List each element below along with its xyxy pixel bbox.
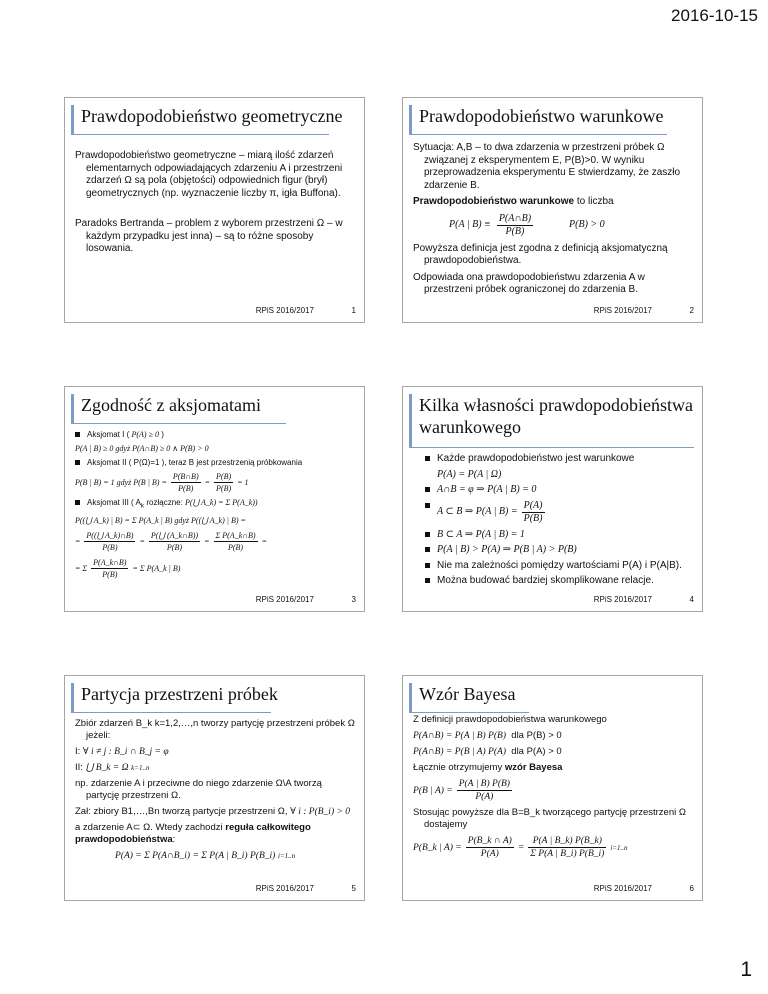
slide-body: [413, 142, 694, 301]
bayes-partition-formula: P(B_k | A) = $\frac{P(B\_k \cap A)}{P(A)}$ = $\frac{P(A | B\_k) P(B\_k)}{\text{Σ P(A | B\_i) P(B\_i)}}$ i=1..n: [413, 836, 628, 859]
paragraph: Powyższa definicja jest zgodna z definicją aksjomatyczną prawdopodobieństwa.: [413, 242, 668, 266]
definition-text: to liczba: [574, 196, 614, 207]
slide-number: 1: [351, 306, 356, 315]
axiom-3-formula: P((⋃ A_k) | B) = Σ P(A_k | B) gdyż P((⋃ A_k) | B) =: [75, 515, 246, 525]
slide-title: Prawdopodobieństwo geometryczne: [81, 106, 343, 126]
footer-label: RPiS 2016/2017: [255, 306, 314, 315]
title-underline: [409, 447, 694, 448]
conditional-formula: [449, 213, 694, 239]
definition-line: [413, 196, 694, 209]
denominator: P(B): [178, 484, 194, 493]
bayes-intro: [413, 762, 694, 774]
formula: P(A) = Σ P(A∩B_i) = Σ P(A | B_i) P(B_i): [115, 851, 276, 861]
definition-term: Prawdopodobieństwo warunkowe: [413, 196, 575, 207]
formula: P(A∩B) = P(B | A) P(A): [413, 747, 506, 757]
formula-lhs: P(B_k | A) =: [413, 842, 462, 853]
axiom-formula: P(A) ≥ 0: [131, 430, 159, 439]
numerator: P(A_k∩B): [93, 557, 127, 567]
slide-2: [402, 97, 703, 323]
condition-formula: ∀ i ≠ j : B_i ∩ B_j = φ: [82, 747, 169, 757]
bayes-formula: [413, 778, 694, 803]
property-item: Nie ma zależności pomiędzy wartościami P(A) i P(A|B).: [425, 560, 694, 573]
footer-label: RPiS 2016/2017: [593, 306, 652, 315]
denominator: P(B): [216, 484, 232, 493]
axiom-label-rest: rozłączne:: [144, 498, 183, 507]
formula-fraction: [214, 530, 258, 553]
footer-label: RPiS 2016/2017: [255, 595, 314, 604]
formula-sum: = Σ: [75, 563, 88, 573]
formula-lhs: P(A | B) ≡: [449, 219, 491, 231]
denominator: P(B): [523, 513, 543, 524]
axiom-1-formula: P(A | B) ≥ 0 gdyż P(A∩B) ≥ 0 ∧ P(B) > 0: [75, 444, 209, 453]
title-underline: [409, 712, 529, 713]
paragraph: Zbiór zdarzeń B_k k=1,2,…,n tworzy partycję przestrzeni próbek Ω jeżeli:: [75, 718, 355, 741]
property-formula: B ⊂ A ⇒ P(A | B) = 1: [425, 529, 694, 542]
denominator: P(B): [227, 542, 244, 552]
formula-fraction: [149, 530, 200, 553]
denominator: P(B): [102, 569, 118, 579]
formula-limits: i=1..n: [277, 852, 296, 860]
property-formula: A∩B = φ ⇒ P(A | B) = 0: [425, 484, 694, 497]
assumption-formula: ∀ i : P(B_i) > 0: [290, 807, 351, 817]
rule-line: [75, 822, 356, 846]
header-date: 2016-10-15: [671, 6, 758, 25]
assumption-text: Zał: zbiory B1,…,Bn tworzą partycje przestrzeni Ω,: [75, 806, 288, 817]
numerator: P((⋃ A_k)∩B): [86, 530, 134, 540]
property-formula: [425, 500, 694, 526]
numerator: P(⋃ (A_k∩B)): [150, 530, 199, 540]
paragraph: Stosując powyższe dla B=B_k tworzącego partycję przestrzeni Ω dostajemy: [413, 807, 686, 830]
axiom-1: [75, 429, 356, 440]
rule-text: a zdarzenie A⊂ Ω. Wtedy zachodzi: [75, 822, 226, 833]
footer-label: RPiS 2016/2017: [593, 595, 652, 604]
slide-body: [75, 718, 356, 866]
denominator: P(A): [480, 849, 499, 859]
formula: P(A∩B) = P(A | B) P(B): [413, 731, 506, 741]
axiom-3: [75, 497, 356, 512]
formula-end: = 1: [237, 478, 249, 487]
slide-6: [402, 675, 703, 901]
total-probability-formula: [115, 850, 356, 862]
numerator: P(B): [216, 472, 232, 481]
axiom-formula: P(⋃ A_k) = Σ P(A_k)): [185, 498, 258, 507]
assumption: [75, 806, 356, 818]
condition-label: I:: [75, 746, 81, 757]
slide-title: Kilka własności prawdopodobieństwa warunkowego: [419, 395, 693, 437]
formula-fraction: [171, 471, 201, 494]
numerator: P(A | B) P(B): [458, 779, 510, 789]
slide-title: Partycja przestrzeni próbek: [81, 684, 278, 704]
partition-condition-2: [75, 762, 356, 774]
condition-formula: ⋃ B_k = Ω: [85, 763, 129, 773]
slide-3: [64, 386, 365, 612]
formula-fraction: [84, 530, 135, 553]
numerator: P(A): [522, 500, 545, 514]
denominator: Σ P(A | B_i) P(B_i): [530, 849, 605, 859]
property-formula: P(A | B) > P(A) ⇒ P(B | A) > P(B): [425, 544, 694, 557]
slide-title: Zgodność z aksjomatami: [81, 395, 261, 415]
formula-condition: dla P(B) > 0: [511, 730, 562, 741]
numerator: P(B_k ∩ A): [467, 836, 512, 846]
axiom-2-formula: P(B | B) = 1 gdyż P(B | B) = $\frac{P(B\cap B)}{P(B)}$ = $\frac{P(B)}{P(B)}$ = 1: [75, 472, 249, 493]
slide-1: [64, 97, 365, 323]
numerator: P(B∩B): [172, 472, 199, 481]
formula-lhs: P(B | B) = 1 gdyż P(B | B) =: [75, 478, 167, 487]
slide-4: [402, 386, 703, 612]
slide-title: Wzór Bayesa: [419, 684, 516, 704]
denominator: P(B): [102, 542, 118, 552]
formula-fraction: [522, 500, 545, 526]
formula-fraction: [214, 471, 233, 494]
slide-title: Prawdopodobieństwo warunkowe: [419, 106, 664, 126]
denominator: P(A): [475, 792, 494, 802]
slide-number: 3: [351, 595, 356, 604]
condition-limits: k=1..n: [131, 764, 150, 772]
page-number: 1: [740, 958, 752, 981]
axiom-label: Aksjomat III ( A: [87, 498, 141, 507]
formula-fraction: [457, 778, 512, 803]
footer-label: RPiS 2016/2017: [593, 884, 652, 893]
bayes-intro-text: Łącznie otrzymujemy: [413, 762, 505, 773]
title-underline: [71, 134, 329, 135]
denominator: P(B): [166, 542, 183, 552]
bayes-term: wzór Bayesa: [504, 762, 563, 773]
numerator: P(A | B_k) P(B_k): [528, 835, 606, 848]
formula-fraction: [466, 835, 514, 860]
rule-end: :: [172, 834, 176, 845]
formula-end: = Σ P(A_k | B): [132, 563, 181, 573]
partition-condition-1: [75, 746, 356, 758]
axiom-close: ): [161, 430, 164, 439]
paragraph: Paradoks Bertranda – problem z wyborem przestrzeni Ω – w każdym przypadku jest inna) – są to różne sposoby losowania.: [75, 218, 343, 254]
denominator: P(B): [505, 226, 525, 237]
property-item: Można budować bardziej skomplikowane relacje.: [425, 575, 694, 588]
slide-number: 6: [689, 884, 694, 893]
formula-condition: P(B) > 0: [569, 219, 605, 231]
slide-5: [64, 675, 365, 901]
formula-fraction: [91, 557, 128, 580]
slide-number: 5: [351, 884, 356, 893]
formula-lhs: P(B | A) =: [413, 785, 453, 796]
product-rule-1: [413, 730, 694, 742]
numerator: Σ P(A_k∩B): [215, 530, 256, 540]
property-formula: P(A) = P(A | Ω): [437, 468, 502, 480]
axiom-2: Aksjomat II ( P(Ω)=1 ), teraz B jest przestrzenią próbkowania: [75, 457, 356, 468]
title-underline: [71, 712, 271, 713]
formula-fraction: [528, 835, 606, 860]
slide-number: 4: [689, 595, 694, 604]
paragraph: Z definicji prawdopodobieństwa warunkowego: [413, 714, 607, 725]
footer-label: RPiS 2016/2017: [255, 884, 314, 893]
slide-body: [75, 429, 356, 580]
slide-body: [75, 150, 356, 260]
axiom-3-result: [75, 557, 356, 580]
paragraph: Sytuacja: A,B – to dwa zdarzenia w przestrzeni próbek Ω związanej z eksperymentem E, P(B)>0. W wyniku przeprowadzenia eksperymentu E stwierdzamy, że zaszło zdarzenie B.: [413, 142, 681, 191]
slide-number: 2: [689, 306, 694, 315]
slide-body: [413, 714, 694, 860]
formula-limits: i=1..n: [610, 843, 628, 852]
formula-fraction: [497, 213, 533, 239]
paragraph: Prawdopodobieństwo geometryczne – miarą ilość zdarzeń elementarnych odpowiadających zdarzeniu A i przestrzeni zdarzeń Ω są pola (objętości) odpowiednich figur (brył) geometrycznych (np. wyznaczenie liczby π, igła Buffona).: [75, 150, 343, 199]
title-underline: [409, 134, 667, 135]
axiom-label: Aksjomat I (: [87, 430, 130, 439]
rule-term: reguła całkowitego prawdopodobieństwa: [75, 822, 311, 845]
paragraph: np. zdarzenie A i przeciwne do niego zdarzenie Ω\A tworzą partycję przestrzeni Ω.: [75, 778, 322, 801]
axiom-subscript: k: [140, 502, 145, 510]
axiom-3-derivation: = $\frac{P((⋃ A\_k)\cap B)}{P(B)}$ = $\frac{P(⋃ (A\_k\cap B))}{P(B)}$ = $\frac{\text{Σ P(A\_k∩B)}}{P(B)}$ =: [75, 530, 267, 552]
formula-condition: dla P(A) > 0: [511, 746, 562, 757]
property-item: Każde prawdopodobieństwo jest warunkowe: [425, 453, 694, 466]
formula-lhs: A ⊂ B ⇒ P(A | B) =: [437, 506, 518, 518]
numerator: P(A∩B): [497, 213, 533, 227]
title-underline: [71, 423, 286, 424]
product-rule-2: [413, 746, 694, 758]
paragraph: Odpowiada ona prawdopodobieństwu zdarzenia A w przestrzeni próbek ograniczonej do zdarzenia B.: [413, 271, 645, 295]
slide-body: [425, 453, 694, 591]
condition-label: II:: [75, 762, 83, 773]
